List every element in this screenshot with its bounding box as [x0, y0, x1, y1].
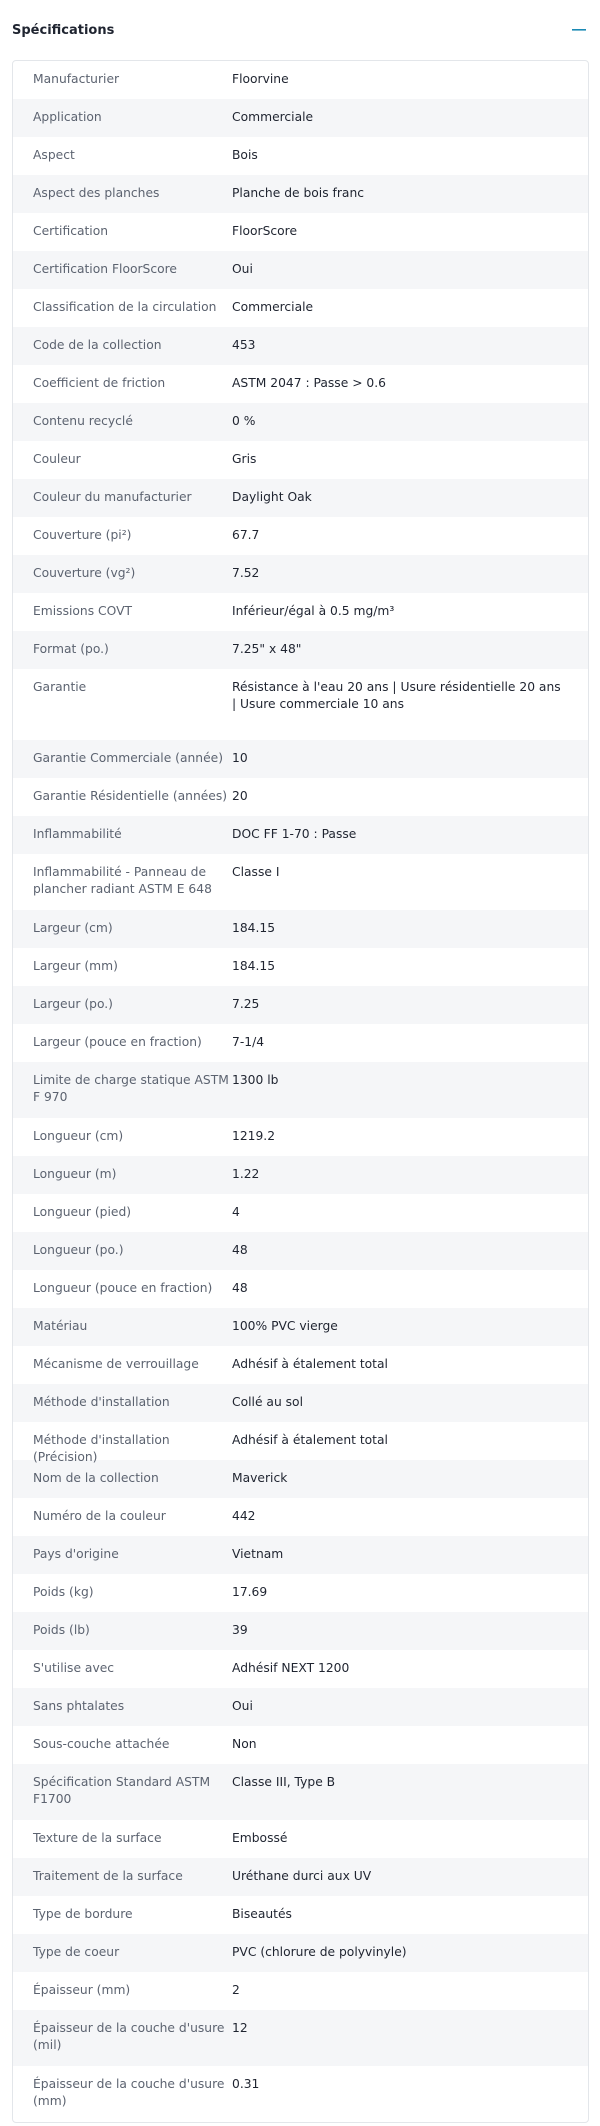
spec-value: 2 [232, 1983, 240, 1997]
spec-value: Embossé [232, 1831, 288, 1845]
spec-label: Garantie Commerciale (année) [33, 751, 224, 765]
spec-value: 67.7 [232, 528, 260, 542]
spec-value: Gris [232, 452, 257, 466]
spec-label: Coefficient de friction [33, 376, 166, 390]
spec-value: DOC FF 1-70 : Passe [232, 827, 357, 841]
spec-value: ASTM 2047 : Passe > 0.6 [232, 376, 386, 390]
spec-label: Inflammabilité - Panneau de plancher radiant ASTM E 648 [33, 865, 212, 896]
spec-label: Pays d'origine [33, 1547, 119, 1561]
spec-label: Type de coeur [33, 1945, 120, 1959]
spec-row [13, 1934, 588, 1972]
spec-label: Épaisseur de la couche d'usure (mil) [33, 2021, 225, 2052]
spec-row [13, 631, 588, 669]
spec-value: Commerciale [232, 110, 314, 124]
spec-value: Non [232, 1737, 257, 1751]
spec-label: Traitement de la surface [33, 1869, 183, 1883]
spec-value: PVC (chlorure de polyvinyle) [232, 1945, 407, 1959]
spec-row [13, 1612, 588, 1650]
spec-row [13, 1384, 588, 1422]
spec-value: 17.69 [232, 1585, 268, 1599]
spec-label: Longueur (cm) [33, 1129, 124, 1143]
spec-value: 1219.2 [232, 1129, 276, 1143]
spec-value: 39 [232, 1623, 248, 1637]
spec-row [13, 175, 588, 213]
spec-row [13, 441, 588, 479]
spec-row [13, 213, 588, 251]
spec-row [13, 816, 588, 854]
spec-value: 7.25" x 48" [232, 642, 302, 656]
spec-value: Oui [232, 262, 253, 276]
spec-label: Largeur (cm) [33, 921, 113, 935]
spec-value: 0 % [232, 414, 256, 428]
spec-row [13, 1232, 588, 1270]
spec-value: Maverick [232, 1471, 288, 1485]
spec-row [13, 1896, 588, 1934]
spec-row [13, 1650, 588, 1688]
spec-value: 184.15 [232, 959, 276, 973]
spec-label: Couverture (vg²) [33, 566, 136, 580]
spec-value: 10 [232, 751, 248, 765]
spec-row [13, 948, 588, 986]
spec-label: Sous-couche attachée [33, 1737, 170, 1751]
spec-row [13, 1194, 588, 1232]
section-title: Spécifications [12, 22, 115, 38]
spec-label: Code de la collection [33, 338, 162, 352]
spec-label: Poids (kg) [33, 1585, 94, 1599]
spec-label: Manufacturier [33, 72, 120, 86]
spec-value: Bois [232, 148, 258, 162]
spec-label: Contenu recyclé [33, 414, 133, 428]
spec-label: Largeur (pouce en fraction) [33, 1035, 202, 1049]
spec-row [13, 1688, 588, 1726]
spec-label: Format (po.) [33, 642, 109, 656]
spec-row [13, 910, 588, 948]
spec-row [13, 1118, 588, 1156]
spec-value: Classe III, Type B [232, 1775, 336, 1789]
specifications-header[interactable] [0, 0, 600, 60]
spec-value: Résistance à l'eau 20 ans | Usure résidentielle 20 ans | Usure commerciale 10 ans [232, 680, 561, 711]
spec-label: Certification FloorScore [33, 262, 177, 276]
spec-label: Emissions COVT [33, 604, 132, 618]
spec-label: Couverture (pi²) [33, 528, 132, 542]
spec-label: Garantie [33, 680, 87, 694]
spec-value: Vietnam [232, 1547, 284, 1561]
spec-row [13, 1062, 588, 1118]
spec-row [13, 1498, 588, 1536]
spec-row [13, 327, 588, 365]
spec-row [13, 2066, 588, 2122]
spec-label: Mécanisme de verrouillage [33, 1357, 199, 1371]
spec-value: Commerciale [232, 300, 314, 314]
spec-value: 442 [232, 1509, 256, 1523]
spec-row [13, 2010, 588, 2066]
spec-value: Daylight Oak [232, 490, 312, 504]
spec-label: Sans phtalates [33, 1699, 125, 1713]
spec-value: Adhésif NEXT 1200 [232, 1661, 350, 1675]
spec-row [13, 1726, 588, 1764]
spec-value: 48 [232, 1281, 248, 1295]
minus-icon[interactable] [568, 22, 590, 38]
spec-row [13, 403, 588, 441]
spec-row [13, 1574, 588, 1612]
spec-row [13, 555, 588, 593]
spec-label: Épaisseur (mm) [33, 1983, 131, 1997]
spec-value: Biseautés [232, 1907, 292, 1921]
spec-value: Classe I [232, 865, 280, 879]
spec-label: Inflammabilité [33, 827, 122, 841]
spec-row [13, 854, 588, 910]
spec-row [13, 365, 588, 403]
spec-label: Matériau [33, 1319, 88, 1333]
spec-value: 12 [232, 2021, 248, 2035]
spec-label: Limite de charge statique ASTM F 970 [33, 1073, 229, 1104]
spec-label: Classification de la circulation [33, 300, 217, 314]
spec-value: Collé au sol [232, 1395, 304, 1409]
spec-label: Aspect des planches [33, 186, 160, 200]
spec-row [13, 1346, 588, 1384]
spec-value: 453 [232, 338, 256, 352]
spec-value: 100% PVC vierge [232, 1319, 338, 1333]
spec-row [13, 61, 588, 99]
spec-row [13, 479, 588, 517]
spec-label: Aspect [33, 148, 75, 162]
spec-label: Méthode d'installation [33, 1395, 170, 1409]
spec-label: Poids (lb) [33, 1623, 90, 1637]
spec-row [13, 669, 588, 740]
spec-value: 7.25 [232, 997, 260, 1011]
specifications-table [12, 60, 589, 2123]
spec-row [13, 137, 588, 175]
spec-row [13, 1422, 588, 1464]
spec-value: 184.15 [232, 921, 276, 935]
spec-label: Nom de la collection [33, 1471, 159, 1485]
spec-label: Longueur (pouce en fraction) [33, 1281, 213, 1295]
spec-value: 4 [232, 1205, 240, 1219]
spec-value: Adhésif à étalement total [232, 1433, 388, 1447]
spec-label: Texture de la surface [33, 1831, 162, 1845]
spec-row [13, 1764, 588, 1820]
spec-label: Certification [33, 224, 109, 238]
spec-label: Garantie Résidentielle (années) [33, 789, 228, 803]
spec-row [13, 99, 588, 137]
spec-value: 1.22 [232, 1167, 260, 1181]
spec-label: Largeur (mm) [33, 959, 118, 973]
spec-value: FloorScore [232, 224, 298, 238]
spec-row [13, 1536, 588, 1574]
spec-row [13, 517, 588, 555]
spec-row [13, 1820, 588, 1858]
spec-value: 0.31 [232, 2077, 260, 2091]
spec-value: Floorvine [232, 72, 289, 86]
spec-row [13, 593, 588, 631]
spec-row [13, 1270, 588, 1308]
spec-row [13, 1156, 588, 1194]
spec-row [13, 1308, 588, 1346]
spec-value: Planche de bois franc [232, 186, 365, 200]
spec-label: Spécification Standard ASTM F1700 [33, 1775, 211, 1806]
spec-row [13, 778, 588, 816]
spec-row [13, 740, 588, 778]
spec-label: Couleur [33, 452, 81, 466]
spec-row [13, 986, 588, 1024]
spec-label: Numéro de la couleur [33, 1509, 166, 1523]
spec-label: Type de bordure [33, 1907, 133, 1921]
spec-row [13, 251, 588, 289]
spec-label: Épaisseur de la couche d'usure (mm) [33, 2077, 225, 2108]
spec-row [13, 1024, 588, 1062]
spec-row [13, 1858, 588, 1896]
spec-value: Adhésif à étalement total [232, 1357, 388, 1371]
spec-label: Longueur (m) [33, 1167, 117, 1181]
spec-value: 48 [232, 1243, 248, 1257]
spec-label: S'utilise avec [33, 1661, 115, 1675]
spec-value: Uréthane durci aux UV [232, 1869, 372, 1883]
spec-value: Oui [232, 1699, 253, 1713]
spec-label: Application [33, 110, 102, 124]
spec-label: Longueur (pied) [33, 1205, 132, 1219]
spec-value: 7.52 [232, 566, 260, 580]
spec-value: Inférieur/égal à 0.5 mg/m³ [232, 604, 395, 618]
spec-value: 20 [232, 789, 248, 803]
spec-label: Couleur du manufacturier [33, 490, 192, 504]
spec-value: 1300 lb [232, 1073, 279, 1087]
spec-label: Largeur (po.) [33, 997, 113, 1011]
spec-value: 7-1/4 [232, 1035, 265, 1049]
spec-row [13, 289, 588, 327]
spec-label: Longueur (po.) [33, 1243, 124, 1257]
spec-row [13, 1972, 588, 2010]
spec-label: Méthode d'installation (Précision) [33, 1433, 170, 1464]
